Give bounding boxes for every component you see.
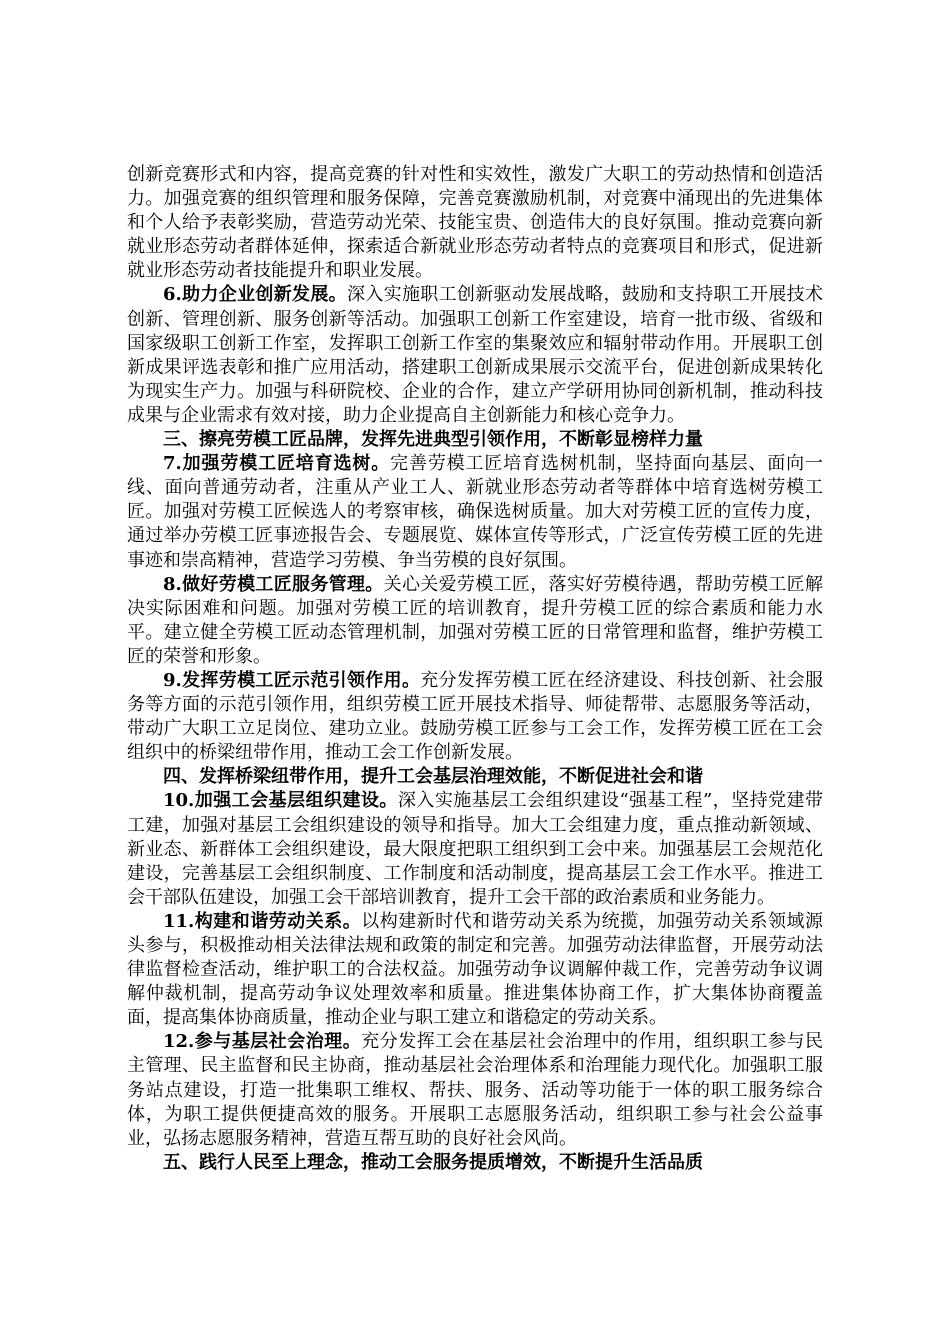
section-heading-3: 三、擦亮劳模工匠品牌，发挥先进典型引领作用，不断彰显榜样力量 xyxy=(163,429,703,451)
item-text: 深入实施基层工会组织建设“强基工程”，坚持党建带工建，加强对基层工会组织建设的领导和指导。加大工会组建力度，重点推动新领域、新业态、新群体工会组织建设，最大限度把职工组织到工会中来。加强基层工会规范化建设，完善基层工会组织制度、工作制度和活动制度，提高基层工会工作水平。推进工会干部队伍建设，加强工会干部培训教育，提升工会干部的政治素质和业务能力。 xyxy=(127,790,823,908)
item-lead: 10.加强工会基层组织建设。 xyxy=(163,790,398,812)
item-11-labor-relations xyxy=(127,910,823,1030)
item-6-innovation xyxy=(127,283,823,428)
item-12-social-governance xyxy=(127,1030,823,1150)
item-10-grassroots-organization xyxy=(127,789,823,909)
item-8-model-worker-service xyxy=(127,573,823,669)
item-text: 充分发挥工会在基层社会治理中的作用，组织职工参与民主管理、民主监督和民主协商，推动基层社会治理体系和治理能力现代化。加强职工服务站点建设，打造一批集职工维权、帮扶、服务、活动等功能于一体的职工服务综合体，为职工提供便捷高效的服务。开展职工志愿服务活动，组织职工参与社会公益事业，弘扬志愿服务精神，营造互帮互助的良好社会风尚。 xyxy=(127,1031,823,1149)
document-page xyxy=(127,163,823,1175)
item-lead: 11.构建和谐劳动关系。 xyxy=(163,910,362,932)
item-text: 以构建新时代和谐劳动关系为统揽，加强劳动关系领域源头参与，积极推动相关法律法规和政策的制定和完善。加强劳动法律监督，开展劳动法律监督检查活动，维护职工的合法权益。加强劳动争议调解仲裁工作，完善劳动争议调解仲裁机制，提高劳动争议处理效率和质量。推进集体协商工作，扩大集体协商覆盖面，提高集体协商质量，推动企业与职工建立和谐稳定的劳动关系。 xyxy=(127,910,823,1029)
item-text: 关心关爱劳模工匠，落实好劳模待遇，帮助劳模工匠解决实际困难和问题。加强对劳模工匠的培训教育，提升劳模工匠的综合素质和能力水平。建立健全劳模工匠动态管理机制，加强对劳模工匠的日常管理和监督，维护劳模工匠的荣誉和形象。 xyxy=(127,573,824,667)
paragraph-text: 创新竞赛形式和内容，提高竞赛的针对性和实效性，激发广大职工的劳动热情和创造活力。加强竞赛的组织管理和服务保障，完善竞赛激励机制，对竞赛中涌现出的先进集体和个人给予表彰奖励，营造劳动光荣、技能宝贵、创造伟大的良好氛围。推动竞赛向新就业形态劳动者群体延伸，探索适合新就业形态劳动者特点的竞赛项目和形式，促进新就业形态劳动者技能提升和职业发展。 xyxy=(127,164,823,282)
item-text: 深入实施职工创新驱动发展战略，鼓励和支持职工开展技术创新、管理创新、服务创新等活动。加强职工创新工作室建设，培育一批市级、省级和国家级职工创新工作室，发挥职工创新工作室的集聚效应和辐射带动作用。开展职工创新成果评选表彰和推广应用活动，搭建职工创新成果展示交流平台，促进创新成果转化为现实生产力。加强与科研院校、企业的合作，建立产学研用协同创新机制，推动科技成果与企业需求有效对接，助力企业提高自主创新能力和核心竞争力。 xyxy=(127,284,823,426)
section-heading-5: 五、践行人民至上理念，推动工会服务提质增效，不断提升生活品质 xyxy=(163,1151,703,1173)
paragraph-competition-continuation xyxy=(127,163,823,283)
item-9-model-worker-leadership xyxy=(127,669,823,765)
section-heading-4: 四、发挥桥梁纽带作用，提升工会基层治理效能，不断促进社会和谐 xyxy=(163,766,703,788)
item-7-model-workers xyxy=(127,452,823,572)
item-lead: 6.助力企业创新发展。 xyxy=(163,284,347,306)
item-lead: 8.做好劳模工匠服务管理。 xyxy=(163,573,384,595)
item-text: 充分发挥劳模工匠在经济建设、科技创新、社会服务等方面的示范引领作用，组织劳模工匠开展技术指导、师徒帮带、志愿服务等活动，带动广大职工立足岗位、建功立业。鼓励劳模工匠参与工会工作，发挥劳模工匠在工会组织中的桥梁纽带作用，推动工会工作创新发展。 xyxy=(127,669,824,764)
item-lead: 12.参与基层社会治理。 xyxy=(163,1031,362,1053)
item-lead: 9.发挥劳模工匠示范引领作用。 xyxy=(163,669,421,691)
item-text: 完善劳模工匠培育选树机制，坚持面向基层、面向一线、面向普通劳动者，注重从产业工人、新就业形态劳动者等群体中培育选树劳模工匠。加强对劳模工匠候选人的考察审核，确保选树质量。加大对劳模工匠的宣传力度，通过举办劳模工匠事迹报告会、专题展览、媒体宣传等形式，广泛宣传劳模工匠的先进事迹和崇高精神，营造学习劳模、争当劳模的良好氛围。 xyxy=(127,453,824,571)
item-lead: 7.加强劳模工匠培育选树。 xyxy=(163,453,391,475)
